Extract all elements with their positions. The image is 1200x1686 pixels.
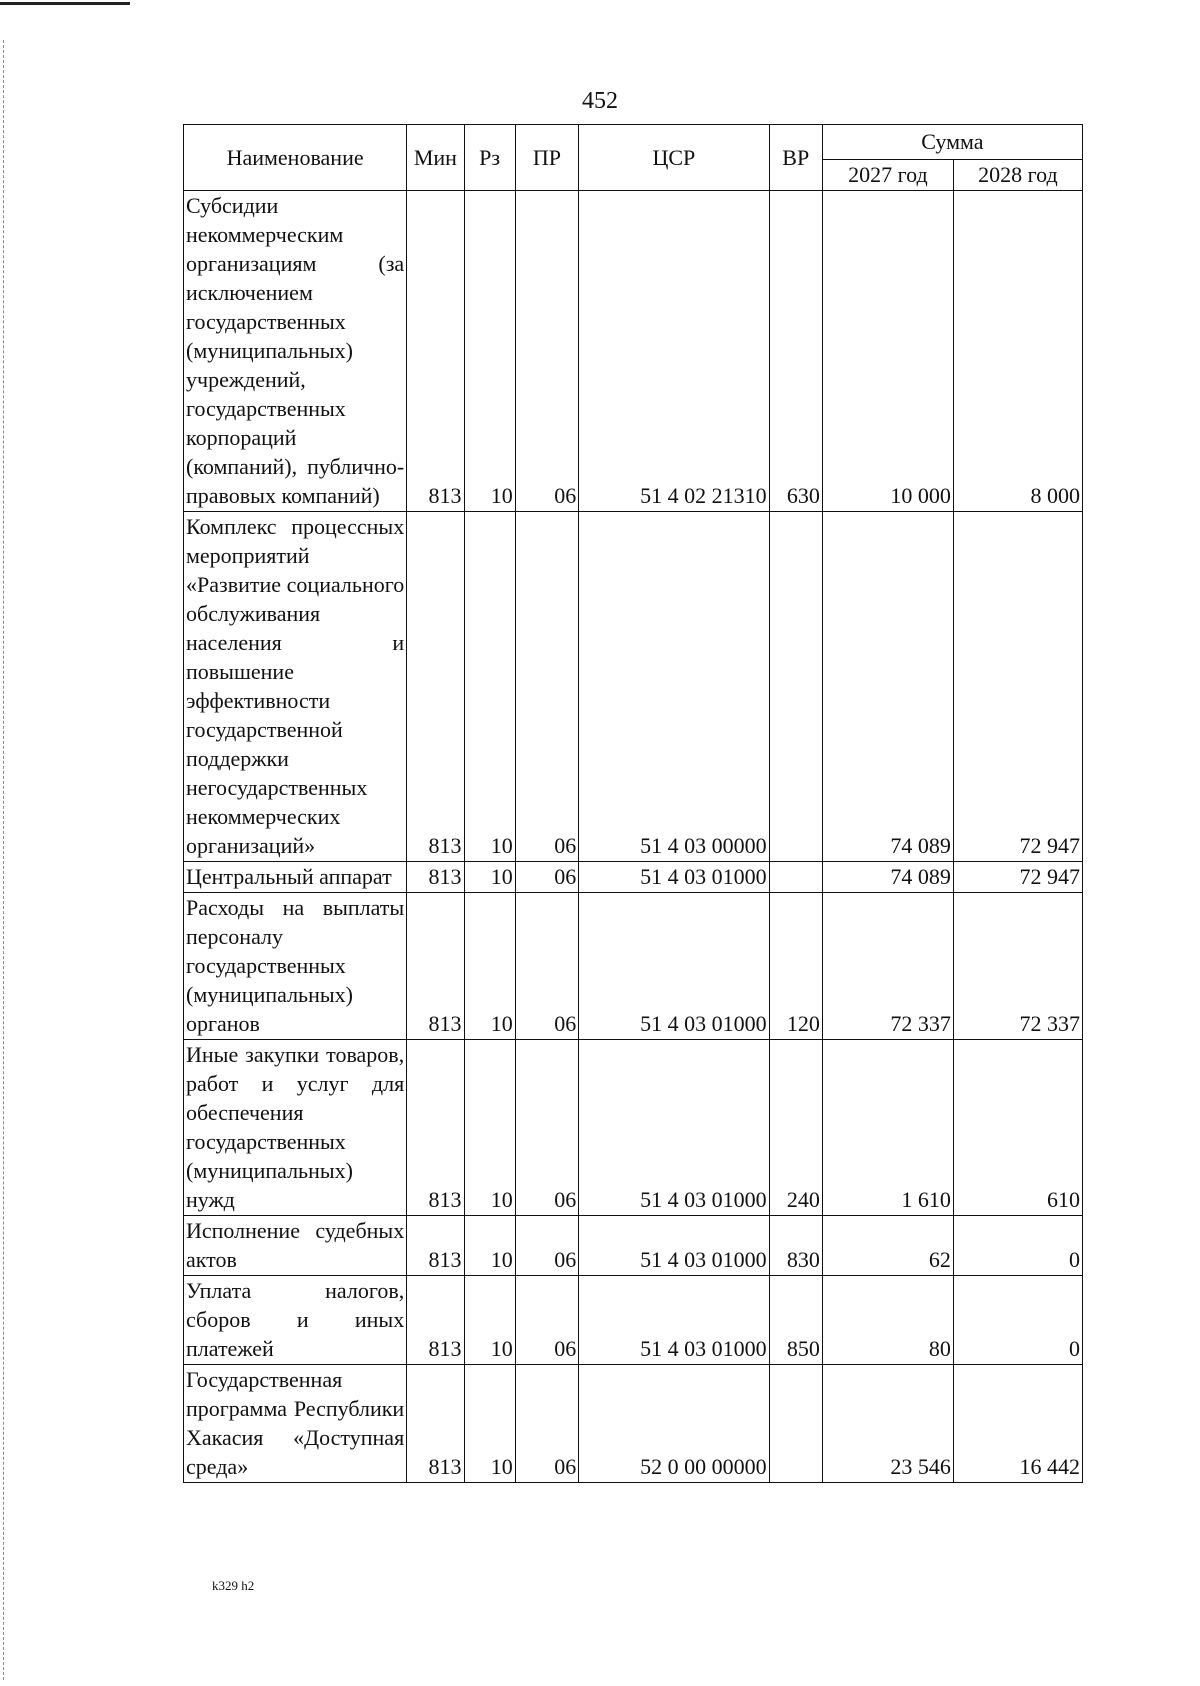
- row-csr: 52 0 00 00000: [579, 1365, 769, 1483]
- row-name: Комплекс процессных мероприятий «Развитие социального обслуживания населения и повышение эффективности государственной поддержки негосударственных некоммерческих организаций»: [184, 512, 407, 862]
- row-min: 813: [407, 1276, 464, 1365]
- row-sum-2027: 74 089: [822, 512, 953, 862]
- header-name: Наименование: [184, 125, 407, 191]
- row-csr: 51 4 02 21310: [579, 191, 769, 512]
- row-rz: 10: [464, 1276, 515, 1365]
- row-name: Субсидии некоммерческим организациям (за исключением государственных (муниципальных) учреждений, государственных корпораций (компаний), публично-правовых компаний): [184, 191, 407, 512]
- row-sum-2027: 62: [822, 1216, 953, 1276]
- row-csr: 51 4 03 01000: [579, 1216, 769, 1276]
- row-pr: 06: [515, 512, 578, 862]
- row-min: 813: [407, 893, 464, 1040]
- row-csr: 51 4 03 00000: [579, 512, 769, 862]
- row-sum-2027: 80: [822, 1276, 953, 1365]
- row-sum-2028: 72 947: [953, 512, 1082, 862]
- page-number: 452: [582, 88, 618, 114]
- row-rz: 10: [464, 1216, 515, 1276]
- table-row: [184, 1040, 1083, 1216]
- table-row: [184, 512, 1083, 862]
- header-vr: ВР: [769, 125, 822, 191]
- row-csr: 51 4 03 01000: [579, 893, 769, 1040]
- header-min: Мин: [407, 125, 464, 191]
- row-pr: 06: [515, 1040, 578, 1216]
- row-pr: 06: [515, 862, 578, 893]
- row-min: 813: [407, 862, 464, 893]
- footer-code: k329 h2: [212, 1578, 255, 1593]
- row-vr: [769, 1365, 822, 1483]
- table-header: [184, 125, 1083, 191]
- row-min: 813: [407, 1365, 464, 1483]
- row-name: Центральный аппарат: [184, 862, 407, 893]
- row-pr: 06: [515, 1276, 578, 1365]
- row-sum-2027: 10 000: [822, 191, 953, 512]
- table-row: [184, 1216, 1083, 1276]
- row-rz: 10: [464, 1040, 515, 1216]
- row-sum-2028: 16 442: [953, 1365, 1082, 1483]
- table-row: [184, 893, 1083, 1040]
- row-sum-2027: 1 610: [822, 1040, 953, 1216]
- row-min: 813: [407, 512, 464, 862]
- header-rz: Рз: [464, 125, 515, 191]
- table-row: [184, 1276, 1083, 1365]
- scan-edge-line: [0, 2, 130, 5]
- row-vr: 830: [769, 1216, 822, 1276]
- row-csr: 51 4 03 01000: [579, 1040, 769, 1216]
- row-name: Исполнение судебных актов: [184, 1216, 407, 1276]
- row-sum-2028: 72 337: [953, 893, 1082, 1040]
- row-sum-2027: 74 089: [822, 862, 953, 893]
- header-csr: ЦСР: [579, 125, 769, 191]
- row-rz: 10: [464, 191, 515, 512]
- header-sum: Сумма: [822, 125, 1082, 160]
- row-csr: 51 4 03 01000: [579, 1276, 769, 1365]
- table-row: [184, 862, 1083, 893]
- table-row: [184, 191, 1083, 512]
- row-min: 813: [407, 191, 464, 512]
- row-vr: [769, 862, 822, 893]
- table-body: [184, 191, 1083, 1483]
- row-pr: 06: [515, 1365, 578, 1483]
- scan-left-edge: [3, 40, 5, 1680]
- row-rz: 10: [464, 893, 515, 1040]
- row-vr: 850: [769, 1276, 822, 1365]
- row-sum-2028: 610: [953, 1040, 1082, 1216]
- row-name: Иные закупки товаров, работ и услуг для обеспечения государственных (муниципальных) нужд: [184, 1040, 407, 1216]
- row-rz: 10: [464, 1365, 515, 1483]
- row-pr: 06: [515, 1216, 578, 1276]
- row-vr: [769, 512, 822, 862]
- row-rz: 10: [464, 862, 515, 893]
- row-sum-2028: 72 947: [953, 862, 1082, 893]
- row-name: Уплата налогов, сборов и иных платежей: [184, 1276, 407, 1365]
- table-row: [184, 1365, 1083, 1483]
- row-name: Расходы на выплаты персоналу государственных (муниципальных) органов: [184, 893, 407, 1040]
- row-vr: 630: [769, 191, 822, 512]
- row-sum-2028: 0: [953, 1216, 1082, 1276]
- row-csr: 51 4 03 01000: [579, 862, 769, 893]
- budget-table: [183, 124, 1083, 1483]
- row-name: Государственная программа Республики Хакасия «Доступная среда»: [184, 1365, 407, 1483]
- row-min: 813: [407, 1040, 464, 1216]
- row-vr: 120: [769, 893, 822, 1040]
- row-rz: 10: [464, 512, 515, 862]
- row-sum-2028: 8 000: [953, 191, 1082, 512]
- header-year-2028: 2028 год: [953, 160, 1082, 191]
- header-pr: ПР: [515, 125, 578, 191]
- row-sum-2027: 23 546: [822, 1365, 953, 1483]
- header-year-2027: 2027 год: [822, 160, 953, 191]
- row-sum-2028: 0: [953, 1276, 1082, 1365]
- row-sum-2027: 72 337: [822, 893, 953, 1040]
- row-pr: 06: [515, 191, 578, 512]
- row-vr: 240: [769, 1040, 822, 1216]
- row-pr: 06: [515, 893, 578, 1040]
- row-min: 813: [407, 1216, 464, 1276]
